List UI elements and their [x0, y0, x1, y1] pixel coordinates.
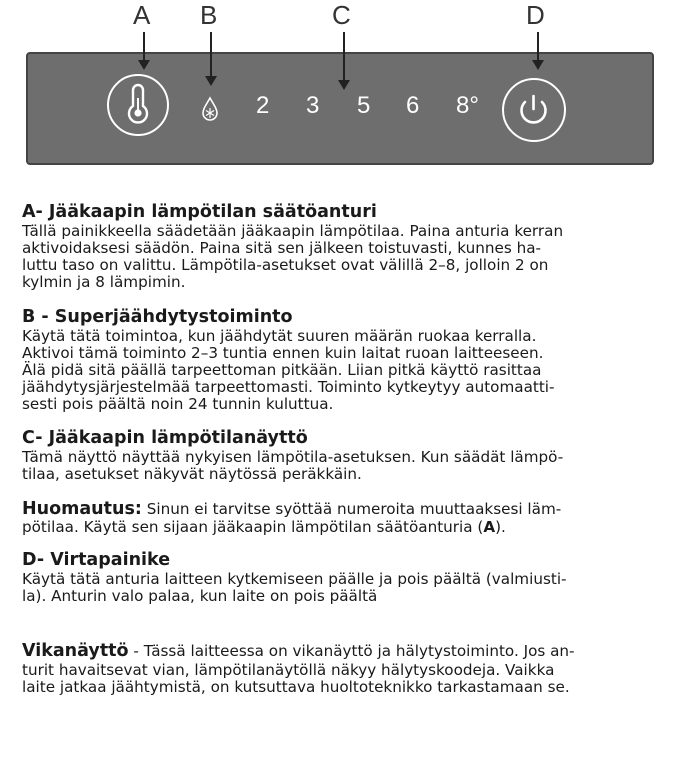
section-b-title: B - Superjäähdytystoiminto [22, 307, 293, 327]
section-d-title: D- Virtapainike [22, 550, 171, 570]
note-line-1 [22, 501, 672, 518]
section-b-line-1: Käytä tätä toimintoa, kun jäähdytät suuren määrän ruokaa kerralla. [22, 327, 537, 345]
power-icon [504, 80, 563, 139]
callout-c: C [332, 0, 351, 30]
temperature-sensor-button[interactable] [107, 74, 169, 136]
fault-line-1 [22, 643, 672, 660]
note-bold-a: A [483, 518, 496, 536]
section-a-title: A- Jääkaapin lämpötilan säätöanturi [22, 202, 377, 222]
callout-a: A [133, 0, 151, 30]
power-button[interactable] [502, 78, 566, 142]
section-b-line-3: Älä pidä sitä päällä tarpeettoman pitkään. Liian pitkä käyttö rasittaa [22, 361, 542, 379]
note-line-2 [22, 519, 672, 536]
callout-arrow-b [210, 32, 212, 80]
section-a-line-3: luttu taso on valittu. Lämpötila-asetukset ovat välillä 2–8, jolloin 2 on [22, 256, 549, 274]
fault-line-2: turit havaitsevat vian, lämpötilanäytöllä näkyy hälytyskoodeja. Vaikka [22, 661, 555, 679]
section-d-line-1: Käytä tätä anturia laitteen kytkemiseen päälle ja pois päältä (valmiusti- [22, 570, 567, 588]
callout-b: B [200, 0, 218, 30]
section-d-line-2: la). Anturin valo palaa, kun laite on pois päältä [22, 587, 378, 605]
fault-line-3: laite jatkaa jäähtymistä, on kutsuttava huoltoteknikko tarkastamaan se. [22, 678, 570, 696]
section-c-line-1: Tämä näyttö näyttää nykyisen lämpötila-asetuksen. Kun säädät lämpö- [22, 448, 564, 466]
temperature-8: 8° [456, 92, 479, 119]
thermometer-icon [109, 76, 166, 133]
section-b-line-2: Aktivoi tämä toiminto 2–3 tuntia ennen kuin laitat ruoan laitteeseen. [22, 344, 544, 362]
temperature-5: 5 [357, 92, 371, 119]
section-c-title: C- Jääkaapin lämpötilanäyttö [22, 428, 308, 448]
note-label: Huomautus: [22, 499, 142, 519]
snowflake-drop-icon[interactable] [200, 96, 220, 122]
callout-d: D [526, 0, 545, 30]
callout-arrow-a [143, 32, 145, 64]
temperature-2: 2 [256, 92, 270, 119]
section-a-line-2: aktivoidaksesi säädön. Paina sitä sen jälkeen toistuvasti, kunnes ha- [22, 239, 542, 257]
temperature-6: 6 [406, 92, 420, 119]
fault-label: Vikanäyttö [22, 641, 129, 661]
note-text-1: Sinun ei tarvitse syöttää numeroita muuttaaksesi läm- [141, 500, 562, 518]
note-text-2: pötilaa. Käytä sen sijaan jääkaapin lämpötilan säätöanturia ( [22, 518, 484, 536]
fault-text-1: - Tässä laitteessa on vikanäyttö ja hälytystoiminto. Jos an- [128, 642, 575, 660]
callout-arrow-c [343, 32, 345, 84]
note-text-3: ). [495, 518, 506, 536]
section-b-line-5: sesti pois päältä noin 24 tunnin kuluttua. [22, 395, 334, 413]
section-a-line-4: kylmin ja 8 lämpimin. [22, 273, 186, 291]
section-b-line-4: jäähdytysjärjestelmää tarpeettomasti. Toiminto kytkeytyy automaatti- [22, 378, 555, 396]
callout-arrow-d [537, 32, 539, 64]
section-a-line-1: Tällä painikkeella säädetään jääkaapin lämpötilaa. Paina anturia kerran [22, 222, 564, 240]
temperature-3: 3 [306, 92, 320, 119]
section-c-line-2: tilaa, asetukset näkyvät näytössä peräkkäin. [22, 465, 362, 483]
